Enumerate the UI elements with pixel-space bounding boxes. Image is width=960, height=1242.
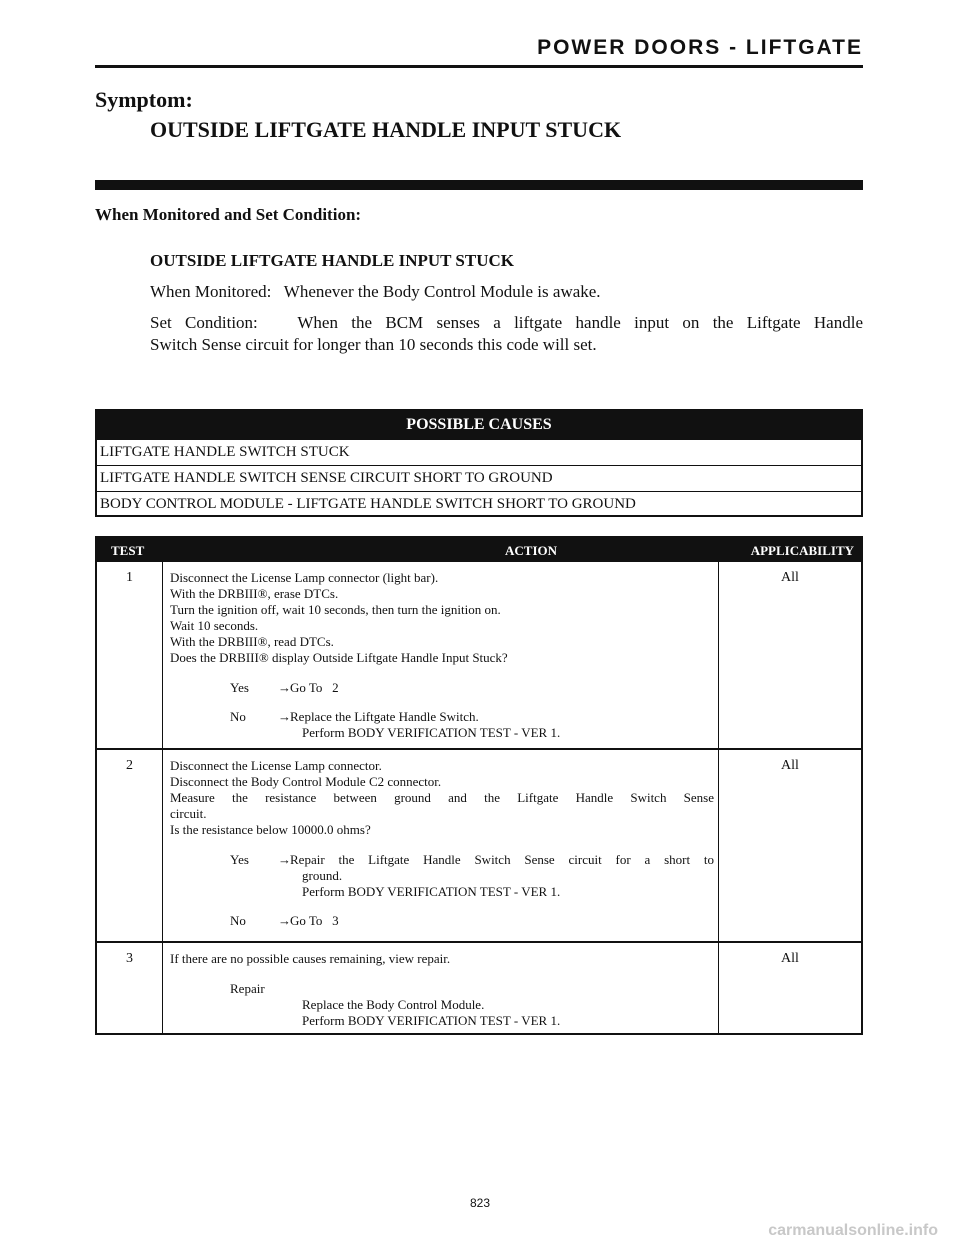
cause-item: LIFTGATE HANDLE SWITCH SENSE CIRCUIT SHORT TO GROUND (97, 465, 861, 491)
test-action (170, 570, 714, 741)
action-line: Disconnect the License Lamp connector. (170, 758, 382, 773)
repair-text: Perform BODY VERIFICATION TEST - VER 1. (302, 1013, 561, 1028)
arrow-icon: → (278, 913, 291, 928)
set-condition-line-2: Switch Sense circuit for longer than 10 seconds this code will set. (150, 335, 597, 354)
action-line: Wait 10 seconds. (170, 618, 259, 633)
answer-no (170, 913, 714, 929)
test-applicability: All (718, 562, 861, 748)
possible-causes-box (95, 409, 863, 517)
action-line: If there are no possible causes remaining, view repair. (170, 951, 451, 966)
test-row-3 (97, 941, 861, 1033)
no-label: No (230, 913, 246, 928)
answer-yes (170, 680, 714, 696)
yes-text: Go To 2 (290, 680, 339, 695)
test-table (95, 536, 863, 1035)
symptom-label: Symptom: (95, 87, 193, 112)
cause-item: BODY CONTROL MODULE - LIFTGATE HANDLE SWITCH SHORT TO GROUND (97, 491, 861, 517)
monitored-code: OUTSIDE LIFTGATE HANDLE INPUT STUCK (150, 251, 515, 270)
header-applicability: APPLICABILITY (750, 543, 854, 558)
symptom-divider (95, 180, 863, 190)
test-table-header (97, 538, 861, 562)
no-text: Replace the Liftgate Handle Switch. (290, 709, 479, 724)
yes-label: Yes (230, 852, 249, 867)
header-rule (95, 65, 863, 68)
monitored-label: When Monitored and Set Condition: (95, 205, 362, 224)
repair-label: Repair (230, 981, 265, 996)
test-applicability: All (718, 750, 861, 941)
answer-yes (170, 852, 714, 868)
set-condition-line-1: Set Condition: When the BCM senses a liftgate handle input on the Liftgate Handle (150, 313, 863, 332)
action-line: With the DRBIII®, read DTCs. (170, 634, 334, 649)
yes-label: Yes (230, 680, 249, 695)
test-number: 3 (97, 943, 163, 1033)
action-line: circuit. (170, 806, 207, 821)
when-monitored-text: When Monitored: Whenever the Body Control Module is awake. (150, 282, 601, 301)
arrow-icon: → (278, 852, 291, 867)
test-number: 1 (97, 562, 163, 748)
section-title: POWER DOORS - LIFTGATE (537, 36, 863, 59)
page-number: 823 (469, 1196, 491, 1210)
no-text: Go To 3 (290, 913, 339, 928)
cause-item: LIFTGATE HANDLE SWITCH STUCK (97, 438, 861, 465)
watermark: carmanualsonline.info (768, 1222, 938, 1239)
no-label: No (230, 709, 246, 724)
symptom-title: OUTSIDE LIFTGATE HANDLE INPUT STUCK (150, 117, 622, 142)
test-action (170, 758, 714, 929)
yes-subtext: ground. (302, 868, 343, 883)
action-line: Disconnect the License Lamp connector (light bar). (170, 570, 439, 585)
test-action (170, 951, 714, 1029)
test-row-1 (97, 562, 861, 748)
no-subtext: Perform BODY VERIFICATION TEST - VER 1. (302, 725, 561, 740)
action-line: With the DRBIII®, erase DTCs. (170, 586, 339, 601)
yes-subtext: Perform BODY VERIFICATION TEST - VER 1. (302, 884, 561, 899)
answer-no (170, 709, 714, 725)
arrow-icon: → (278, 680, 291, 695)
yes-text: Repair the Liftgate Handle Switch Sense circuit for a short to (290, 852, 714, 867)
test-applicability: All (718, 943, 861, 1033)
action-line: Disconnect the Body Control Module C2 connector. (170, 774, 442, 789)
arrow-icon: → (278, 709, 291, 724)
header-test: TEST (111, 543, 145, 558)
repair-text: Replace the Body Control Module. (302, 997, 485, 1012)
test-row-2 (97, 748, 861, 941)
header-action: ACTION (505, 543, 558, 558)
set-condition-text (150, 312, 863, 356)
test-number: 2 (97, 750, 163, 941)
action-line: Measure the resistance between ground and the Liftgate Handle Switch Sense (170, 790, 714, 805)
action-line: Is the resistance below 10000.0 ohms? (170, 822, 371, 837)
action-line: Does the DRBIII® display Outside Liftgate Handle Input Stuck? (170, 650, 508, 665)
action-line: Turn the ignition off, wait 10 seconds, then turn the ignition on. (170, 602, 501, 617)
possible-causes-header: POSSIBLE CAUSES (97, 411, 861, 438)
